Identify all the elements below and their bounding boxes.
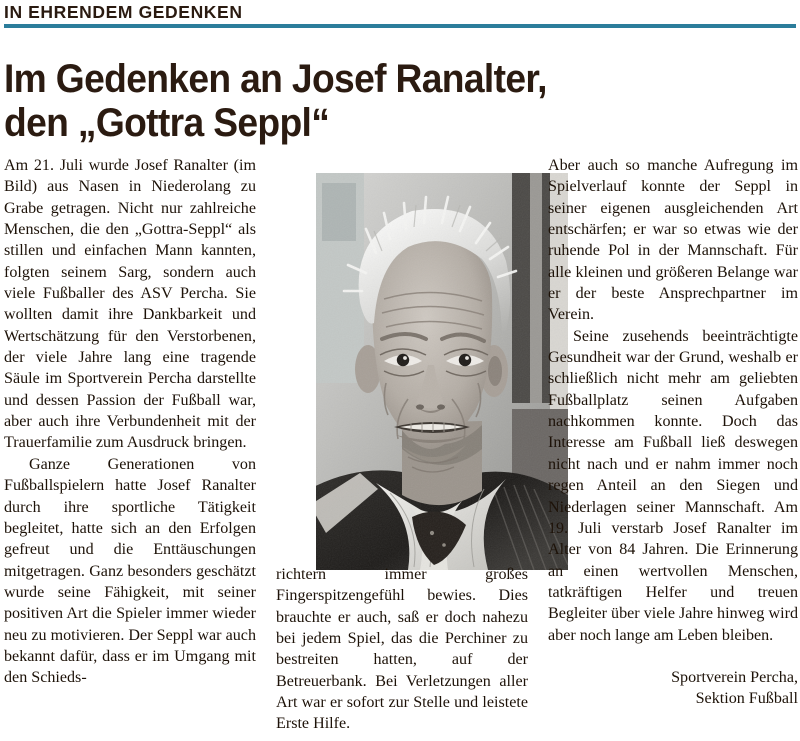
page-title — [4, 57, 655, 145]
kicker-divider-rule — [4, 24, 796, 28]
headline-line-1: Im Gedenken an Josef Ranalter, — [4, 56, 547, 101]
article-column-left — [4, 155, 256, 689]
article-column-middle — [276, 155, 528, 735]
kicker-bar — [4, 2, 796, 28]
paragraph: Aber auch so manche Aufregung im Spielverlauf konnte der Seppl in seiner eigenen ausgleichenden Art entschärfen; er war so etwas wie der ruhende Pol in der Mannschaft. Für alle kleinen und größeren Belange war er der beste Ansprechpartner im Verein. — [548, 157, 798, 324]
kicker-label: IN EHRENDEM GEDENKEN — [4, 2, 243, 22]
paragraph: richtern immer großes Fingerspitzengefühl bewies. Dies brauchte er auch, saß er doch nahezu bei jedem Spiel, das die Perchiner zu bestreiten hatten, auf der Betreuerbank. Bei Verletzungen aller Art war er sofort zur Stelle und leistete Erste Hilfe. — [276, 566, 528, 733]
photo-spacer — [276, 155, 528, 564]
headline-line-2: den „Gottra Seppl“ — [4, 100, 330, 145]
signature-line-1: Sportverein Percha, — [671, 668, 798, 686]
signature-line-2: Sektion Fußball — [695, 690, 798, 708]
article-column-right — [548, 155, 798, 710]
paragraph: Seine zusehends beeinträchtigte Gesundheit war der Grund, weshalb er schließlich nicht mehr am geliebten Fußballplatz seinen Aufgaben nachkommen konnte. Doch das Interesse am Fußball ließ deswegen nicht nach und er nahm immer noch regen Anteil an den Siegen und Niederlagen seiner Mannschaft. Am 19. Juli verstarb Josef Ranalter im Alter von 84 Jahren. Die Erinnerung an einen wertvollen Menschen, tatkräftigen Helfer und treuen Begleiter über viele Jahre hinweg wird aber noch lange am Leben bleiben. — [548, 327, 798, 644]
paragraph: Ganze Generationen von Fußballspielern hatte Josef Ranalter durch ihre sportliche Tätigkeit begleitet, hatte sich an den Erfolgen gefreut und die Enttäuschungen mitgetragen. Ganz besonders geschätzt wurde seine Fähigkeit, mit seiner positiven Art die Spieler immer wieder neu zu motivieren. Der Seppl war auch bekannt dafür, dass er im Umgang mit den Schieds- — [4, 455, 256, 687]
paragraph: Am 21. Juli wurde Josef Ranalter (im Bild) aus Nasen in Niederolang zu Grabe getragen. Nicht nur zahlreiche Menschen, die den „Gottra-Seppl“ als stillen und einfachen Mann kannten, folgten seinem Sarg, sondern auch viele Fußballer des ASV Percha. Sie wollten damit ihre Dankbarkeit und Wertschätzung für den Verstorbenen, der viele Jahre lang eine tragende Säule im Sportverein Percha darstellte und dessen Passion der Fußball war, aber auch ihre Verbundenheit mit der Trauerfamilie zum Ausdruck bringen. — [4, 157, 256, 452]
